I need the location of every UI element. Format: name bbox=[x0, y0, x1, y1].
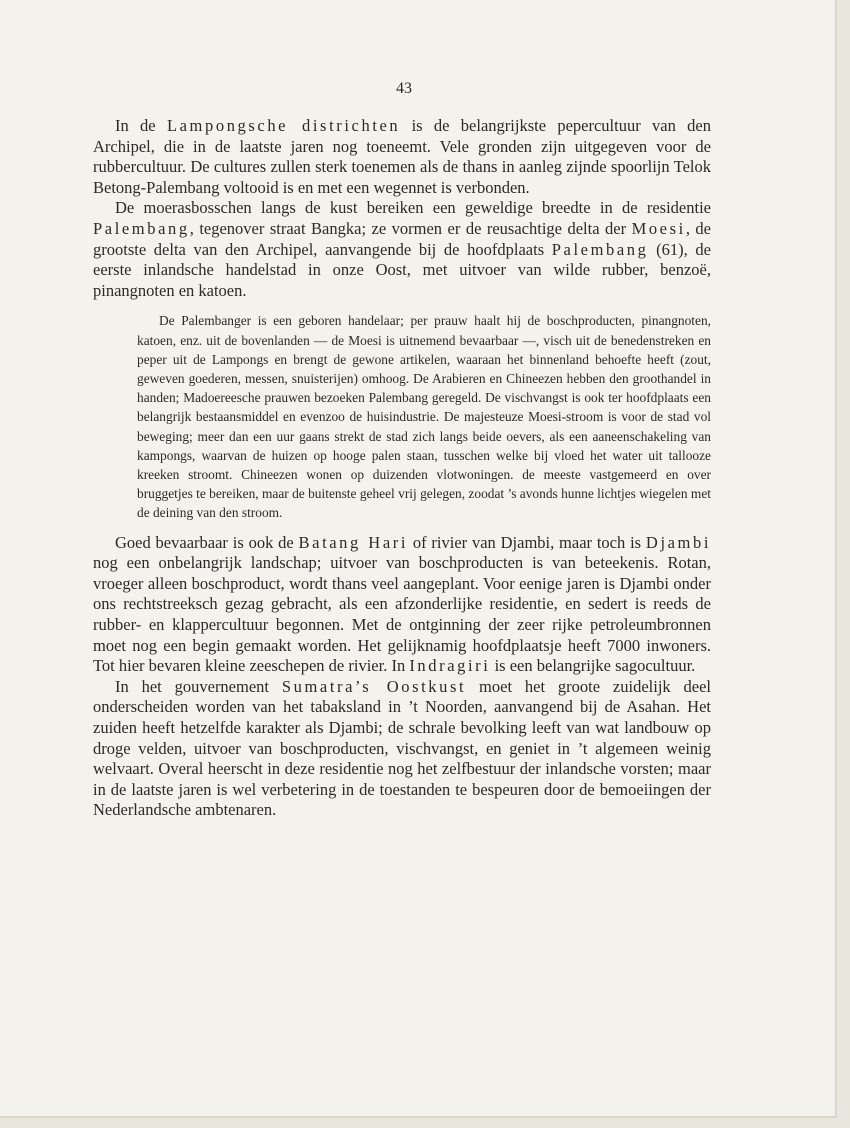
paragraph-djambi bbox=[93, 533, 711, 677]
text: , de grootste delta van den Archipel, aanvangende bij de hoofdplaats bbox=[93, 218, 711, 259]
page-number: 43 bbox=[396, 80, 412, 97]
text: In het gouvernement bbox=[115, 676, 282, 696]
text: is een belangrijke sagocultuur. bbox=[490, 656, 696, 676]
spaced-term: Palembang bbox=[93, 218, 190, 238]
spaced-term: Moesi bbox=[631, 218, 686, 238]
text: In de bbox=[115, 116, 167, 135]
paragraph-lampong bbox=[93, 116, 711, 198]
text: nog een onbelangrijk landschap; uitvoer van boschproducten is van beteekenis. Rotan, vroeger alleen boschproduct, wordt thans veel aangeplant. Voor eenige jaren is Djambi onder ons rechtstreeksch gezag gebracht, als een afzonderlijke residentie, en sedert is reeds de rubber- en klappercultuur begonnen. Met de ontginning der zeer rijke petroleumbronnen moet nog een begin gemaakt worden. Het gelijknamig hoofdplaatsje heeft 7000 inwoners. Tot hier bevaren kleine zeeschepen de rivier. In bbox=[93, 553, 711, 676]
text: Goed bevaarbaar is ook de bbox=[115, 532, 299, 552]
text: De moerasbosschen langs de kust bereiken een geweldige breedte in de residentie bbox=[115, 198, 711, 218]
text: (61), de eerste inlandsche handelstad in onze Oost, met uitvoer van wilde rubber, benzoë, pinangnoten en katoen. bbox=[93, 239, 711, 300]
text: is de belangrijkste pepercultuur van den Archipel, die in de laatste jaren nog toeneemt. Vele gronden zijn uitgegeven voor de rubbercultuur. De cultures zullen sterk toenemen als de thans in aanleg zijnde spoorlijn Telok Betong-Palembang voltooid is en met een wegennet is verbonden. bbox=[93, 116, 711, 197]
spaced-term: Sumatra’s Oostkust bbox=[281, 676, 467, 696]
paragraph-oostkust bbox=[93, 677, 711, 821]
small-print-note: De Palembanger is een geboren handelaar; per prauw haalt hij de boschproducten, pinangnoten, katoen, enz. uit de bovenlanden — de Moesi is uitnemend bevaarbaar —, visch uit de benedenstreken en peper uit de Lampongs en brengt de gewone artikelen, waaraan het binnenland behoefte heeft (zout, geweven goederen, messen, snuisterijen) omhoog. De Arabieren en Chineezen hebben den groothandel in handen; Madoereesche prauwen bezoeken Palembang geregeld. De vischvangst is ook ter hoofdplaats een belangrijk bestaansmiddel en evenzoo de huisindustrie. De majesteuze Moesi-stroom is voor de stad vol beweging; meer dan een uur gaans strekt de stad zich langs beide oevers, als een aaneenschakeling van kampongs, waarvan de huizen op hooge palen staan, tusschen welke bij vloed het water uit tallooze kreeken stroomt. Chineezen wonen op duizenden vlotwoningen. de meeste vastgemeerd en over bruggetjes te bereiken, maar de buitenste geheel vrij gelegen, zoodat ’s avonds hunne lichtjes wiegelen met de deining van den stroom. bbox=[137, 313, 711, 521]
page-body bbox=[93, 116, 711, 821]
spaced-term: Lampongsche districhten bbox=[166, 116, 401, 135]
text: moet het groote zuidelijk deel onderscheiden worden van het tabaksland in ’t Noorden, aanvangend bij de Asahan. Het zuiden heeft hetzelfde karakter als Djambi; de schrale bevolking leeft van wat landbouw op droge velden, uitvoer van boschproducten, vischvangst, en geniet in ’t algemeen weinig welvaart. Overal heerscht in deze residentie nog het zelfbestuur der inlandsche vorsten; maar in de laatste jaren is wel verbetering in de toestanden te bespeuren door de bemoeiingen der Nederlandsche ambtenaren. bbox=[93, 676, 711, 820]
spaced-term: Indragiri bbox=[409, 656, 491, 676]
spaced-term: Djambi bbox=[645, 532, 712, 552]
paragraph-palembang bbox=[93, 198, 711, 301]
spaced-term: Batang Hari bbox=[298, 532, 409, 552]
text: , tegenover straat Bangka; ze vormen er de reusachtige delta der bbox=[189, 218, 632, 238]
spaced-term: Palembang bbox=[551, 239, 649, 259]
text: of rivier van Djambi, maar toch is bbox=[408, 532, 646, 552]
